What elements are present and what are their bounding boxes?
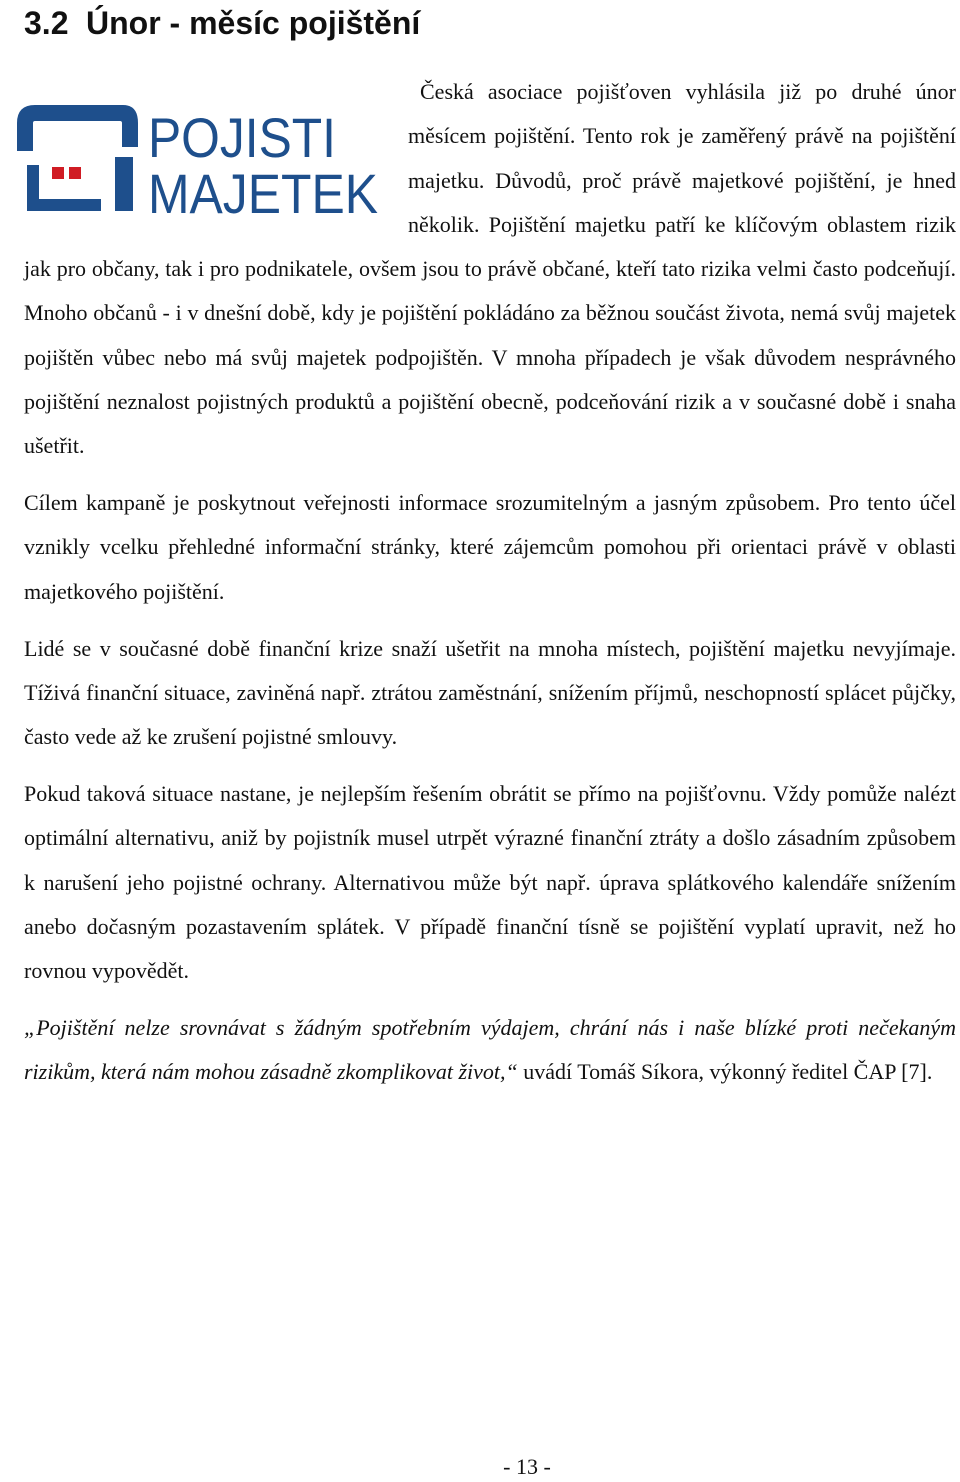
logo-float-spacer	[24, 70, 408, 246]
paragraph-intro: Česká asociace pojišťoven vyhlásila již po druhé únor měsícem pojištění. Tento rok je zaměřený právě na pojištění majetku. Důvodů, proč právě majetkové pojištění, je hned několik. Pojištění majetku patří ke klíčovým oblastem rizik jak pro občany, tak i pro podnikatele, ovšem jsou to právě občané, kteří tato rizika velmi často podceňují. Mnoho občanů - i v dnešní době, kdy je pojištění pokládáno za běžnou součást života, nemá svůj majetek pojištěn vůbec nebo má svůj majetek podpojištěn. V mnoha případech je však důvodem nesprávného pojištění neznalost pojistných produktů a pojištění obecně, podceňování rizik a v současné době i snaha ušetřit.	[24, 79, 956, 459]
page-number: - 13 -	[503, 1454, 551, 1479]
logo-line2: MAJETEK	[148, 162, 378, 221]
quote-attribution: uvádí Tomáš Síkora, výkonný ředitel ČAP [7].	[517, 1059, 933, 1085]
paragraph-financial-crisis: Lidé se v současné době finanční krize snaží ušetřit na mnoha místech, pojištění majetku nevyjímaje. Tíživá finanční situace, zaviněná např. ztrátou zaměstnání, snížením příjmů, neschopností splácet půjčky, často vede až ke zrušení pojistné smlouvy.	[24, 635, 956, 750]
section-heading	[24, 2, 420, 44]
quote-text: „Pojištění nelze srovnávat s žádným spotřebním výdajem, chrání nás i naše blízké proti nečekaným rizikům, která nám mohou zásadně zkomplikovat život,“	[24, 1014, 956, 1085]
paragraph-recommendation: Pokud taková situace nastane, je nejlepším řešením obrátit se přímo na pojišťovnu. Vždy pomůže nalézt optimální alternativu, aniž by pojistník musel utrpět výrazné finanční ztráty a došlo zásadním způsobem k narušení jeho pojistné ochrany. Alternativou může být např. úprava splátkového kalendáře snížením anebo dočasným pozastavením splátek. V případě finanční tísně se pojištění vyplatí upravit, než ho rovnou vypovědět.	[24, 780, 956, 984]
paragraph-quote	[24, 1006, 956, 1095]
paragraph-campaign-goal: Cílem kampaně je poskytnout veřejnosti informace srozumitelným a jasným způsobem. Pro tento účel vznikly vcelku přehledné informační stránky, které zájemcům pomohou při orientaci právě v oblasti majetkového pojištění.	[24, 490, 956, 604]
body-text	[24, 70, 956, 1107]
section-title: Únor - měsíc pojištění	[86, 5, 421, 41]
section-number: 3.2	[24, 5, 69, 41]
logo-line1: POJISTI	[148, 106, 336, 169]
